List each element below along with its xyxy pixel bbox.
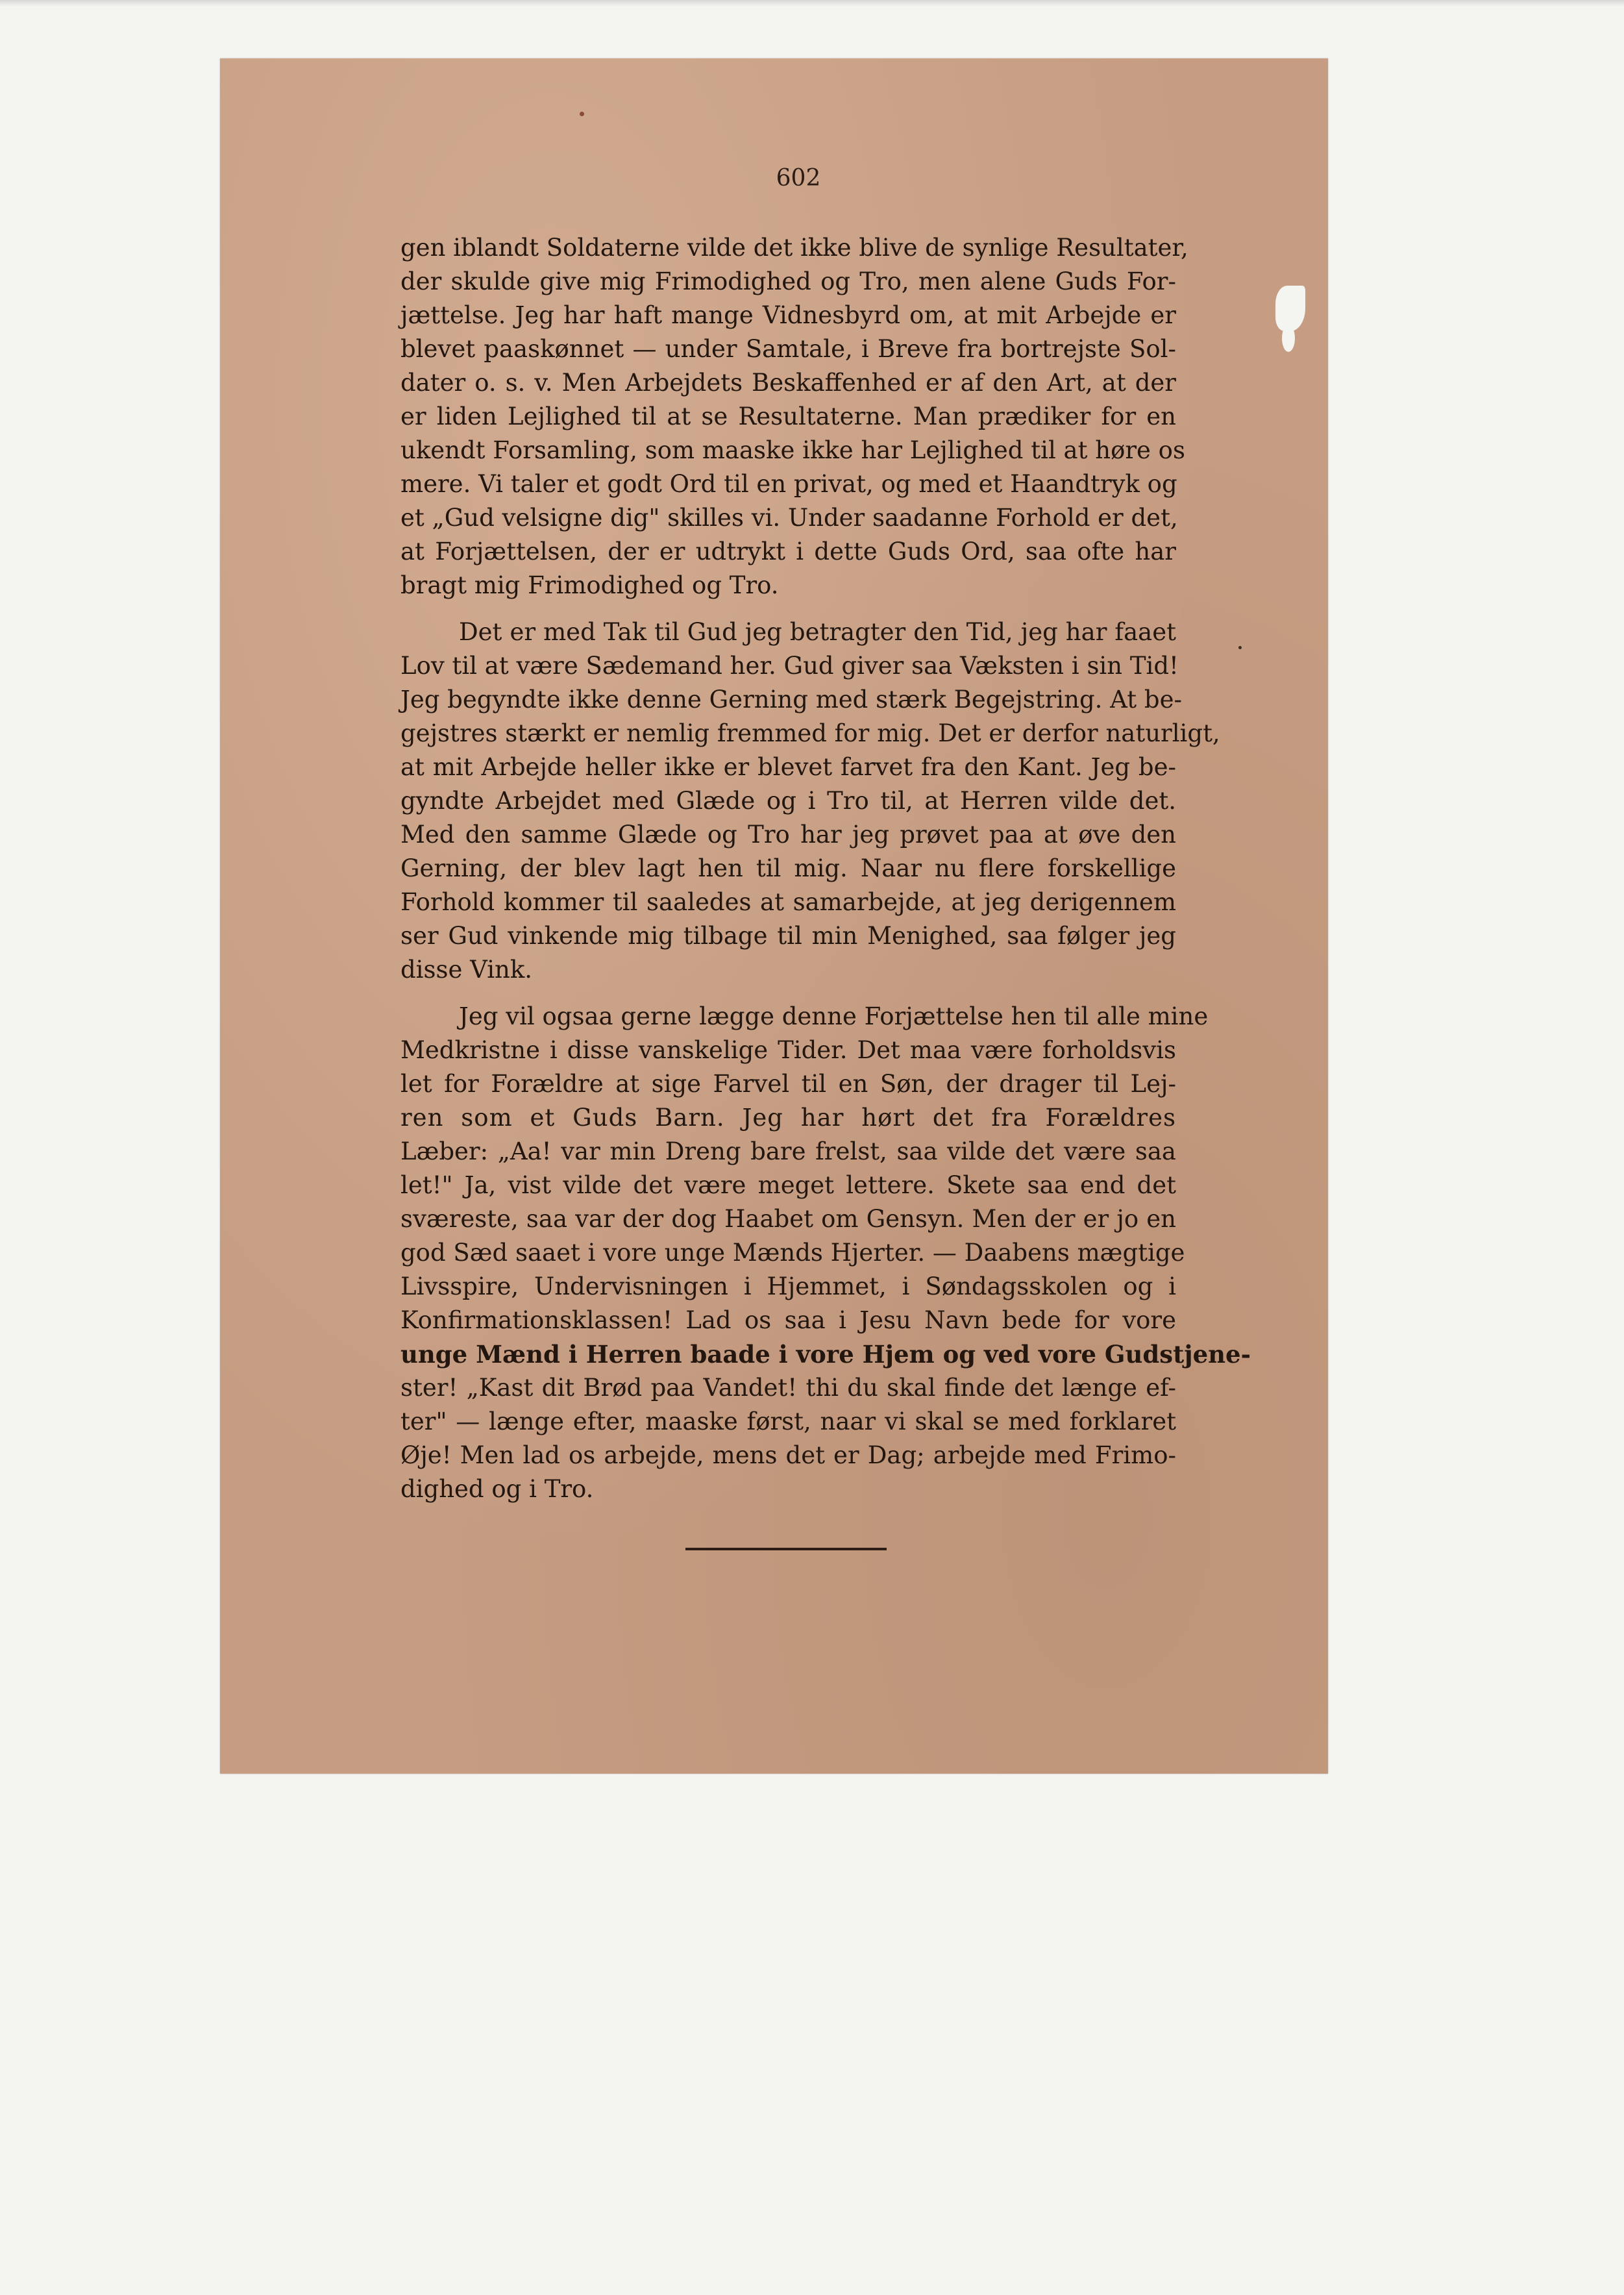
text-line: ukendt Forsamling, som maaske ikke har Lejlighed til at høre os: [400, 436, 1185, 464]
text-line: mere. Vi taler et godt Ord til en privat, og med et Haandtryk og: [400, 470, 1177, 498]
page-tear-notch: [1282, 325, 1295, 352]
scan-edge-shadow: [0, 0, 1624, 6]
text-line: er liden Lejlighed til at se Resultaterne. Man prædiker for en: [400, 403, 1176, 430]
body-text: [400, 231, 1251, 1506]
text-line: dighed og i Tro.: [400, 1475, 594, 1503]
paper-speck: [1238, 646, 1242, 649]
text-line: dater o. s. v. Men Arbejdets Beskaffenhed er af den Art, at der: [400, 369, 1176, 397]
text-line: der skulde give mig Frimodighed og Tro, men alene Guds For-: [400, 267, 1176, 295]
text-line: unge Mænd i Herren baade i vore Hjem og ved vore Gudstjene-: [400, 1340, 1251, 1369]
text-line: Det er med Tak til Gud jeg betragter den Tid, jeg har faaet: [459, 618, 1176, 646]
text-line: Øje! Men lad os arbejde, mens det er Dag; arbejde med Frimo-: [400, 1441, 1176, 1469]
text-line: Forhold kommer til saaledes at samarbejde, at jeg derigennem: [400, 888, 1176, 916]
text-line: gyndte Arbejdet med Glæde og i Tro til, at Herren vilde det.: [400, 787, 1176, 815]
text-line: Medkristne i disse vanskelige Tider. Det maa være forholdsvis: [400, 1036, 1176, 1064]
text-line: Med den samme Glæde og Tro har jeg prøvet paa at øve den: [400, 821, 1176, 849]
closing-rule: [685, 1548, 887, 1550]
text-line: at Forjættelsen, der er udtrykt i dette Guds Ord, saa ofte har: [400, 538, 1176, 565]
text-line: Jeg vil ogsaa gerne lægge denne Forjættelse hen til alle mine: [459, 1002, 1209, 1030]
text-line: ser Gud vinkende mig tilbage til min Menighed, saa følger jeg: [400, 922, 1176, 950]
text-line: gejstres stærkt er nemlig fremmed for mig. Det er derfor naturligt,: [400, 719, 1220, 747]
text-line: sværeste, saa var der dog Haabet om Gensyn. Men der er jo en: [400, 1205, 1176, 1233]
text-line: Lov til at være Sædemand her. Gud giver saa Væksten i sin Tid!: [400, 652, 1179, 680]
paper-speck: [580, 112, 584, 116]
text-line: blevet paaskønnet — under Samtale, i Breve fra bortrejste Sol-: [400, 335, 1176, 363]
text-line: god Sæd saaet i vore unge Mænds Hjerter. — Daabens mægtige: [400, 1239, 1185, 1267]
text-line: gen iblandt Soldaterne vilde det ikke blive de synlige Resultater,: [400, 234, 1188, 262]
text-line: ster! „Kast dit Brød paa Vandet! thi du skal finde det længe ef-: [400, 1374, 1176, 1402]
text-line: Livsspire, Undervisningen i Hjemmet, i Søndagsskolen og i: [400, 1272, 1176, 1300]
text-line: bragt mig Frimodighed og Tro.: [400, 571, 779, 599]
text-line: disse Vink.: [400, 956, 533, 984]
text-line: at mit Arbejde heller ikke er blevet farvet fra den Kant. Jeg be-: [400, 753, 1176, 781]
text-line: jættelse. Jeg har haft mange Vidnesbyrd om, at mit Arbejde er: [400, 301, 1176, 329]
text-line: Gerning, der blev lagt hen til mig. Naar nu flere forskellige: [400, 854, 1176, 882]
text-line: et „Gud velsigne dig" skilles vi. Under saadanne Forhold er det,: [400, 504, 1178, 532]
text-line: Jeg begyndte ikke denne Gerning med stærk Begejstring. At be-: [400, 686, 1182, 713]
page-number: 602: [776, 165, 821, 192]
text-line: Læber: „Aa! var min Dreng bare frelst, saa vilde det være saa: [400, 1137, 1176, 1165]
paragraph-gap: [400, 602, 1176, 615]
page-tear: [1275, 286, 1305, 331]
text-line: ren som et Guds Barn. Jeg har hørt det fra Forældres: [400, 1104, 1176, 1132]
text-line: let!" Ja, vist vilde det være meget lettere. Skete saa end det: [400, 1171, 1176, 1199]
text-line: let for Forældre at sige Farvel til en Søn, der drager til Lej-: [400, 1070, 1176, 1098]
text-line: ter" — længe efter, maaske først, naar vi skal se med forklaret: [400, 1408, 1176, 1435]
paragraph-gap: [400, 987, 1176, 1000]
text-line: Konfirmationsklassen! Lad os saa i Jesu Navn bede for vore: [400, 1306, 1176, 1334]
